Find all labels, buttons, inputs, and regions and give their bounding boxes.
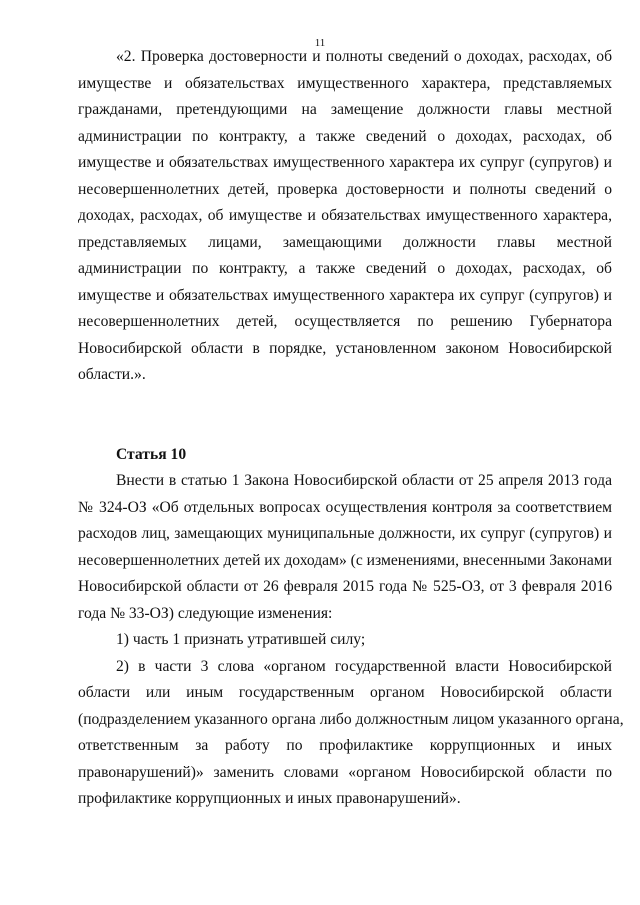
text-line: Новосибирской области в порядке, установленном законом Новосибирской [78, 339, 612, 357]
text-line: администрации по контракту, а также сведений о доходах, расходах, об [78, 127, 612, 145]
text-line: имуществе и обязательствах имущественного характера их супруг (супругов) и [78, 286, 612, 304]
text-line: расходов лиц, замещающих муниципальные должности, их супруг (супругов) и [78, 525, 612, 542]
text-line: Внести в статью 1 Закона Новосибирской области от 25 апреля 2013 года [116, 472, 612, 489]
text-line: 1) часть 1 признать утратившей силу; [116, 631, 366, 648]
article-heading: Статья 10 [116, 445, 187, 463]
text-line: несовершеннолетних детей, осуществляется по решению Губернатора [78, 313, 612, 330]
text-line: «2. Проверка достоверности и полноты сведений о доходах, расходах, об [116, 48, 612, 65]
page-number: 11 [314, 37, 326, 49]
text-line: имуществе и обязательствах имущественного характера, представляемых [78, 74, 612, 92]
text-line: гражданами, претендующими на замещение должности главы местной [78, 101, 612, 118]
text-line: ответственным за работу по профилактике коррупционных и иных [78, 737, 612, 754]
text-line: 2) в части 3 слова «органом государственной власти Новосибирской [116, 657, 612, 675]
text-line: года № 33-ОЗ) следующие изменения: [78, 604, 333, 622]
list-item-1 [78, 627, 612, 654]
spacer [78, 415, 612, 442]
text-line: области или иным государственным органом Новосибирской области [78, 684, 612, 701]
text-line: правонарушений)» заменить словами «органом Новосибирской области по [78, 763, 612, 781]
list-item-2 [78, 654, 624, 813]
text-line: № 324-ОЗ «Об отдельных вопросах осуществления контроля за соответствием [78, 498, 612, 516]
paragraph-quoted-amendment [78, 44, 612, 389]
text-line: имуществе и обязательствах имущественного характера их супруг (супругов) и [78, 154, 612, 171]
text-line: Новосибирской области от 26 февраля 2015 года № 525-ОЗ, от 3 февраля 2016 [78, 578, 612, 595]
text-line: несовершеннолетних детей, проверка достоверности и полноты сведений о [78, 180, 612, 198]
text-line: области.». [78, 366, 146, 383]
paragraph-article-intro [78, 468, 612, 627]
text-line: (подразделением указанного органа либо должностным лицом указанного органа, [78, 710, 624, 728]
document-body [78, 44, 624, 813]
text-line: несовершеннолетних детей их доходам» (с изменениями, внесенными Законами [78, 551, 613, 569]
spacer [78, 389, 612, 416]
text-line: доходах, расходах, об имуществе и обязательствах имущественного характера, [78, 207, 612, 224]
text-line: профилактике коррупционных и иных правонарушений». [78, 790, 461, 807]
text-line: администрации по контракту, а также сведений о доходах, расходах, об [78, 260, 612, 277]
text-line: представляемых лицами, замещающими должности главы местной [78, 233, 612, 251]
